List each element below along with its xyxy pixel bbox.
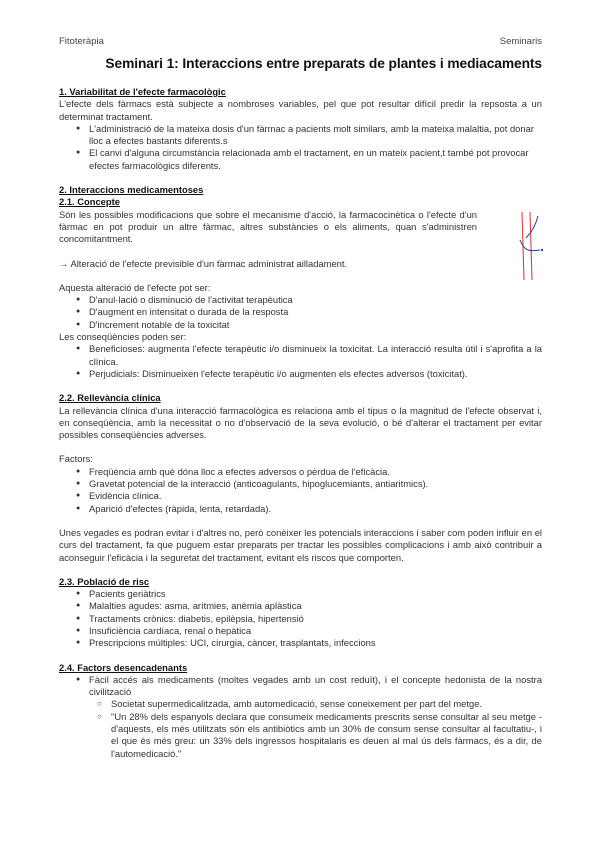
list-item: ● D'increment notable de la toxicitat	[59, 319, 542, 331]
relevance-closing: Unes vegades es podran evitar i d'altres no, però conèixer les potencials interaccions i saber com poden influir en el curs del tractament, fa que puguem estar preparats per tractar les possibles complicacions i amb això contribuir a aconseguir l'eficàcia i la seguretat del tractament, evitant els riscos que comporten.	[59, 526, 542, 563]
relevance-paragraph: La rellevància clínica d'una interacció farmacològica es relaciona amb el tipus o la magnitud de l'efecte observat i, en conseqüència, amb la necessitat o no d'observació de la seva evolució, o bé d'alterar el tractament per evitar possibles conseqüències adverses.	[59, 404, 542, 441]
triggers-sublist	[59, 698, 542, 759]
sketch-dot	[541, 249, 543, 251]
list-item: ● L'administració de la mateixa dosis d'un fàrmac a pacients molt similars, amb la mateixa malaltia, pot donar lloc a efectes bastants diferents.s	[59, 123, 542, 148]
section-2-heading: 2. Interaccions medicamentoses	[59, 184, 204, 196]
list-item: ● Perjudicials: Disminueixen l'efecte terapèutic i/o augmenten els efectes adversos (toxicitat).	[59, 368, 542, 380]
list-item: ● D'augment en intensitat o durada de la resposta	[59, 306, 542, 318]
list-item: ● Freqüència amb què dóna lloc a efectes adversos o pèrdua de l'eficàcia.	[59, 466, 542, 478]
list-item: ● Malalties agudes: asma, arítmies, anèmia aplàstica	[59, 600, 542, 612]
list-item: ● Tractaments crònics: diabetis, epilèpsia, hipertensió	[59, 613, 542, 625]
list-item: ○ Societat supermedicalitzada, amb automedicació, sense coneixement per part del metge.	[59, 698, 542, 710]
list-item: ● Beneficioses: augmenta l'efecte terapèutic i/o disminueix la toxicitat. La interacció resulta útil i s'aprofita a la clínica.	[59, 343, 542, 368]
concept-paragraph: Són les possibles modificacions que sobre el mecanisme d'acció, la farmacocinètica o l'efecte d'un fàrmac en pot produir un altre fàrmac, altres substàncies o els aliments, quan s'administren concomitantment.	[59, 208, 477, 245]
alteration-list	[59, 294, 542, 331]
section-1-list	[59, 123, 542, 172]
consequences-intro: Les conseqüències poden ser:	[59, 331, 187, 343]
hand-drawn-sketch-icon	[518, 210, 546, 282]
consequences-list	[59, 343, 542, 380]
section-2-4-heading: 2.4. Factors desencadenants	[59, 661, 188, 673]
factors-label: Factors:	[59, 453, 93, 465]
section-2-1-heading: 2.1. Concepte	[59, 196, 120, 208]
section-1-intro: L'efecte dels fàrmacs està subjecte a nombroses variables, pel que pot resultar difícil predir la repsosta a un determinat tractament.	[59, 98, 542, 122]
sketch-red-line-right	[530, 212, 532, 280]
list-item: ● Prescripcions múltiples: UCI, cirurgia, càncer, trasplantats, infeccions	[59, 637, 542, 649]
list-item: ● D'anul·lació o disminució de l'activitat terapèutica	[59, 294, 542, 306]
section-2-2-heading: 2.2. Rellevància clínica	[59, 392, 161, 404]
list-item: ● Insuficiència cardíaca, renal o hepàtica	[59, 625, 542, 637]
list-item: ● Fàcil accés als medicaments (moltes vegades amb un cost reduït), i el concepte hedonista de la nostra civilització	[59, 674, 542, 699]
header-section: Seminaris	[499, 36, 542, 47]
concept-arrow-note: → Alteració de l'efecte previsible d'un fàrmac administrat ailladament.	[59, 257, 348, 269]
section-1-heading: 1. Variabilitat de l'efecte farmacològic	[59, 86, 226, 97]
section-2-3-heading: 2.3. Població de risc	[59, 575, 150, 587]
alteration-intro: Aquesta alteració de l'efecte pot ser:	[59, 281, 211, 293]
list-item: ● El canvi d'alguna circumstància relacionada amb el tractament, en un mateix pacient,t també pot provocar efectes farmacològics diferents.	[59, 147, 542, 172]
list-item: ● Gravetat potencial de la interacció (anticoagulants, hipoglucemiants, antiaritmics).	[59, 478, 542, 490]
sketch-blue-curve-2	[526, 216, 538, 238]
list-item: ● Pacients geriàtrics	[59, 588, 542, 600]
page-title: Seminari 1: Interaccions entre preparats de plantes i mediacaments	[105, 56, 542, 71]
triggers-list	[59, 674, 542, 699]
list-item: ● Evidència clínica.	[59, 490, 542, 502]
risk-population-list	[59, 588, 542, 649]
list-item: ○ "Un 28% dels espanyols declara que consumeix medicaments prescrits sense consultar al seu metge -d'aquests, els més utilitzats són els antibiòtics amb un 30% de consum sense consultar al facultatiu-, i el que és més greu: un 33% dels ingressos hospitalaris es deuen al mal ús dels fàrmacs, és a dir, de l'automedicació."	[59, 711, 542, 760]
factors-list	[59, 466, 542, 515]
header-course: Fitoteràpia	[59, 36, 104, 47]
list-item: ● Aparició d'efectes (ràpida, lenta, retardada).	[59, 503, 542, 515]
document-body	[59, 86, 542, 760]
page-header	[59, 36, 542, 50]
